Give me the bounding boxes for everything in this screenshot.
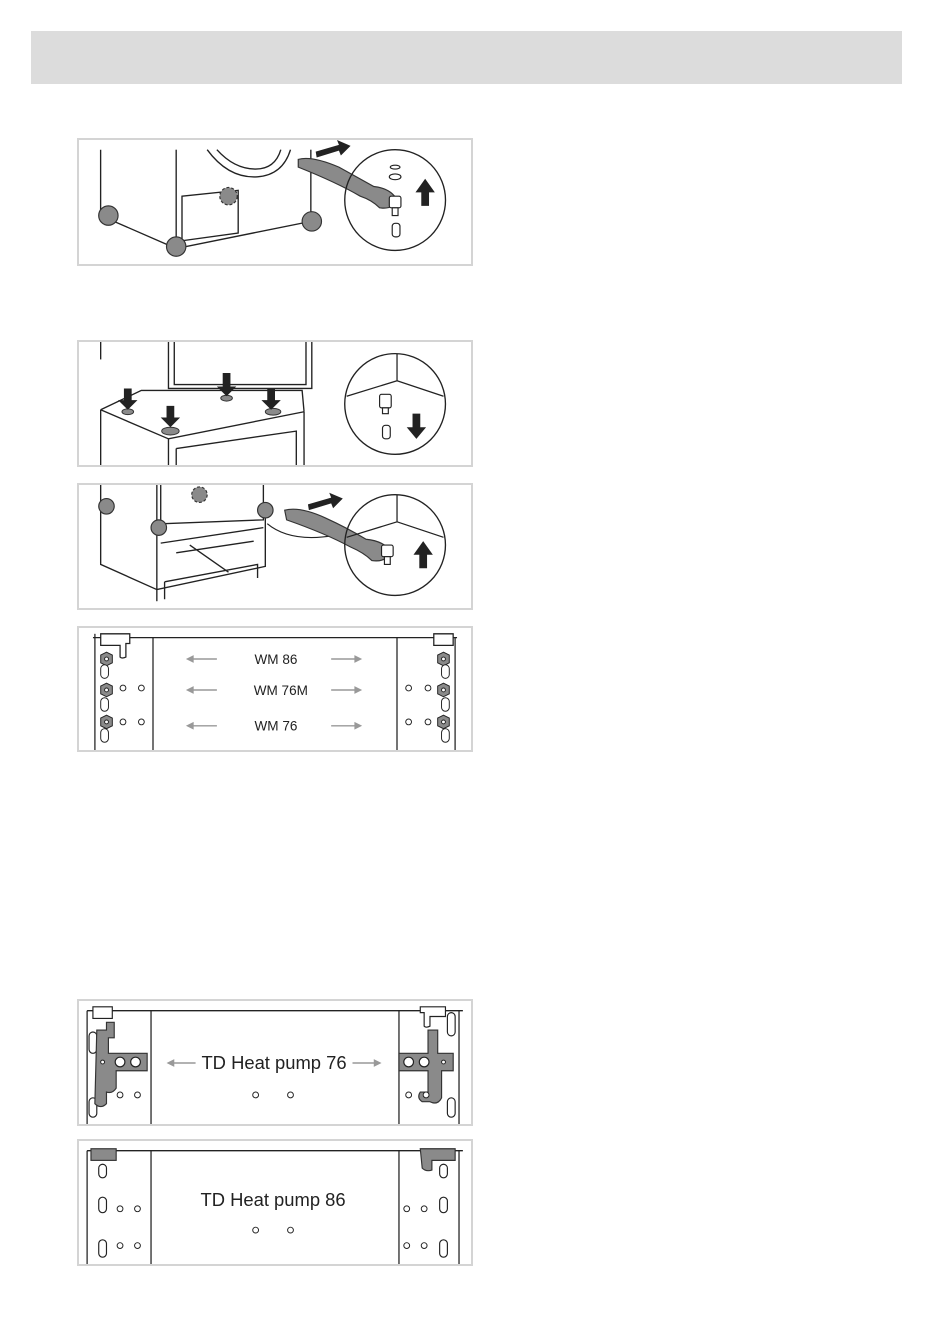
guide-label-td-hp76: TD Heat pump 76 <box>201 1051 347 1073</box>
foot-icon <box>99 487 273 535</box>
figure-wm-guide-positions <box>77 626 473 752</box>
arrow-up-icon <box>415 179 434 206</box>
foot-icon <box>99 187 322 256</box>
arrow-left-icon <box>186 722 217 730</box>
arrow-left-icon <box>186 686 217 694</box>
screw-icon <box>389 165 401 237</box>
arrow-left-icon <box>186 655 217 663</box>
wrench-icon <box>285 509 392 561</box>
header-bar <box>31 31 902 84</box>
figure-place-on-plinth <box>77 340 473 467</box>
arrow-right-icon <box>352 1059 381 1067</box>
arrow-up-icon <box>413 541 432 568</box>
figure-remove-feet <box>77 138 473 266</box>
remove-feet-illustration <box>79 140 471 264</box>
guide-label-td-hp86: TD Heat pump 86 <box>200 1188 346 1210</box>
guide-label-wm76: WM 76 <box>254 718 298 734</box>
bracket-left <box>91 1149 116 1161</box>
arrow-down-icon <box>407 414 426 439</box>
screw-icon <box>380 394 392 439</box>
figure-refit-feet <box>77 483 473 610</box>
arrow-right-icon <box>308 493 343 510</box>
arrow-right-icon <box>331 655 362 663</box>
guide-label-wm86: WM 86 <box>254 651 298 667</box>
arrow-left-icon <box>167 1059 196 1067</box>
td-hp76-illustration <box>79 1001 471 1124</box>
screw-icon <box>382 545 394 564</box>
wm-guide-illustration <box>79 628 471 750</box>
td-hp86-illustration <box>79 1141 471 1264</box>
refit-feet-illustration <box>79 485 471 608</box>
place-on-plinth-illustration <box>79 342 471 465</box>
guide-label-wm76m: WM 76M <box>253 682 308 698</box>
figure-td-heat-pump-86 <box>77 1139 473 1266</box>
arrow-right-icon <box>316 140 351 157</box>
figure-td-heat-pump-76 <box>77 999 473 1126</box>
arrow-right-icon <box>331 722 362 730</box>
arrow-right-icon <box>331 686 362 694</box>
bracket-right <box>420 1149 455 1171</box>
arrow-down-icon <box>118 373 281 427</box>
